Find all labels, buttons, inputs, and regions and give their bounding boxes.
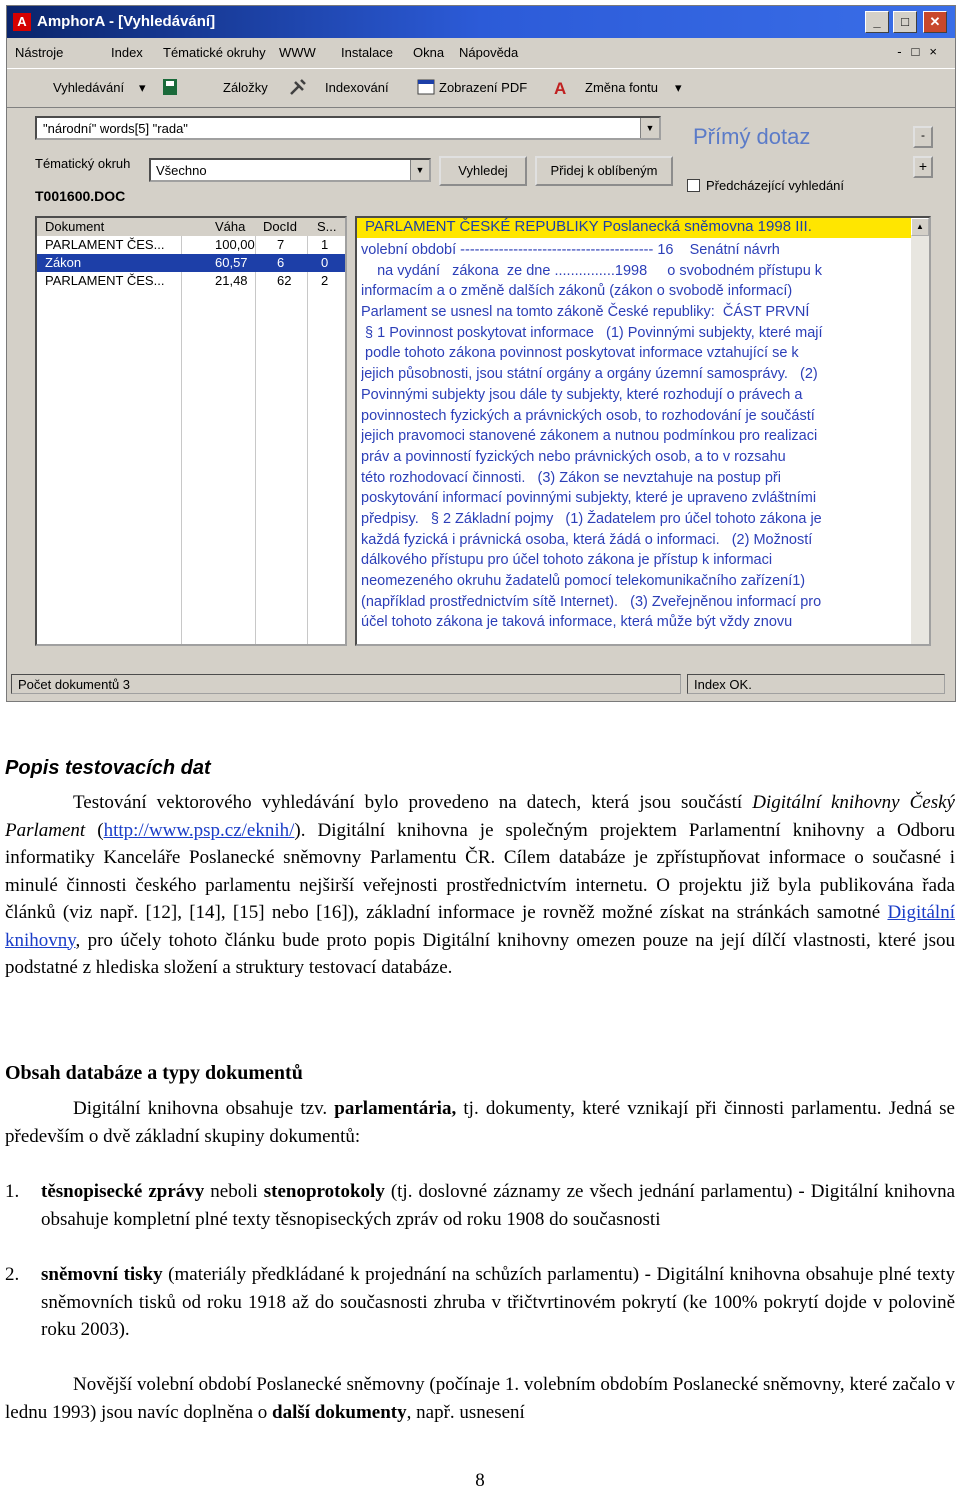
column-header-document[interactable]: Dokument [45,219,105,234]
column-header-s[interactable]: S... [317,219,337,234]
row-document: PARLAMENT ČES... [45,237,165,252]
topic-label: Tématický okruh [35,156,131,171]
dropdown-arrow-icon[interactable]: ▾ [675,80,682,95]
minus-button[interactable]: - [913,126,933,148]
row-document: PARLAMENT ČES... [45,273,165,288]
row-weight: 60,57 [215,255,248,270]
svg-text:A: A [554,79,567,96]
preview-line: práv a povinností fyzických nebo právnických osob, a to v rozsahu [361,448,786,465]
app-window-screenshot [6,5,956,702]
topic-value: Všechno [156,163,207,178]
preview-line: jejich pravomoci stanovené zákonem a nutnou podmínkou pro realizaci [361,428,818,445]
page-number: 8 [475,1470,485,1491]
scrollbar[interactable] [911,218,929,644]
text-preview[interactable] [355,216,931,646]
preview-line: Parlament se usnesl na tomto zákoně České republiky: ČÁST PRVNÍ [361,304,810,321]
save-icon[interactable] [161,78,179,96]
dropdown-arrow-icon[interactable]: ▾ [139,80,146,95]
preview-line: jejich působnosti, jsou státní orgány a orgány územní samosprávy. (2) [361,366,818,383]
menu-nastroje[interactable]: Nástroje [15,45,64,60]
mdi-window-controls[interactable]: -□× [897,44,947,59]
preview-line: neomezeného okruhu žadatelů pomocí telekomunikačního zařízení1) [361,573,806,589]
preview-text [361,240,909,633]
row-docid: 7 [277,237,285,252]
toolbar [7,68,955,108]
menu-www[interactable]: WWW [279,45,316,60]
tools-icon[interactable] [289,78,307,96]
row-weight: 21,48 [215,273,248,288]
menu-napoveda[interactable]: Nápověda [459,45,519,60]
toolbar-pdf-view[interactable]: Zobrazení PDF [439,80,528,95]
app-logo-icon: A [13,13,31,31]
maximize-button[interactable]: □ [893,11,917,33]
preview-line: poskytování informací povinnými subjekty, které je upraveno zvláštními [361,490,817,507]
previous-search-label: Předcházející vyhledání [706,178,845,193]
font-icon[interactable] [553,78,571,96]
chevron-down-icon[interactable]: ▼ [640,118,659,138]
paragraph-test-data: Testování vektorového vyhledávání bylo provedeno na datech, která jsou součástí Digitální knihovny Český Parlament (http://www.psp.cz/eknih/). Digitální knihovna je společným projektem Parlamentní knihovny a Odboru informatiky Kanceláře Poslanecké sněmovny Parlamentu ČR. Cílem databáze je zpřístupňovat informace o současné i minulé činnosti českého parlamentu nejširší veřejnosti prostřednictvím internetu. O projektu již byla publikována řada článků (viz např. [12], [14], [15] nebo [16]), základní informace je rovněž možné získat na stránkách samotné Digitální knihovny, pro účely tohoto článku bude proto popis Digitální knihovny omezen pouze na její dílčí vlastnosti, které jsou podstatné z hlediska složení a struktury testovací databáze. [5,792,956,978]
preview-line: dálkového přístupu pro účel tohoto zákona je přístup k informaci [361,552,773,569]
preview-line: informacím a o změně dalších zákonů (zákon o svobodě informací) [361,283,793,300]
menu-index[interactable]: Index [111,45,143,60]
column-divider [181,236,182,644]
section-heading-test-data: Popis testovacích dat [5,757,211,779]
preview-line: podle tohoto zákona povinnost poskytovat informace vztahující se k [361,345,799,362]
search-button[interactable]: Vyhledej [439,156,527,186]
row-s: 2 [321,273,329,288]
minimize-button[interactable]: _ [865,11,889,33]
toolbar-bookmarks[interactable]: Záložky [223,80,268,95]
preview-line: účel tohoto zákona je taková informace, která může být vždy znovu [361,614,793,631]
query-text: "národní" words[5] "rada" [43,121,188,136]
document-list[interactable] [35,216,347,646]
row-s: 0 [321,255,329,270]
preview-line: povinnostech fyzických a právnických osob, to rozhodování je součástí [361,407,815,424]
list-item: 1. těsnopisecké zprávy neboli stenoprotokoly (tj. doslovné záznamy ze všech jednání parlamentu) - Digitální knihovna obsahuje kompletní plné texty těsnopiseckých zpráv od roku 1908 do současnosti [5,1181,955,1230]
preview-line: volební období ---------------------------------------- 16 Senátní návrh [361,242,780,258]
row-docid: 6 [277,255,285,270]
link-psp-eknih[interactable]: http://www.psp.cz/eknih/ [103,819,295,841]
topic-select[interactable] [149,158,431,182]
column-divider [255,236,256,644]
status-doc-count: Počet dokumentů 3 [11,674,681,694]
row-s: 1 [321,237,329,252]
paragraph-newer-terms: Novější volební období Poslanecké sněmovny (počínaje 1. volebním obdobím Poslanecké sněmovny, které začalo v lednu 1993) jsou navíc doplněna o další dokumenty, např. usnesení [5,1374,955,1423]
preview-line: § 1 Povinnost poskytovat informace (1) Povinnými subjekty, které mají [361,324,823,341]
row-docid: 62 [277,273,292,288]
column-header-weight[interactable]: Váha [215,219,246,234]
status-index: Index OK. [687,674,945,694]
previous-search-checkbox[interactable] [687,178,844,193]
preview-title: PARLAMENT ČESKÉ REPUBLIKY Poslanecká sněmovna 1998 III. [357,218,913,238]
table-row[interactable] [37,272,345,290]
menu-tematicke-okruhy[interactable]: Tématické okruhy [163,45,266,60]
toolbar-search[interactable]: Vyhledávání [53,80,125,95]
preview-line: předpisy. § 2 Základní pojmy (1) Žadatelem pro účel tohoto zákona je [361,510,822,527]
link-digital-library[interactable]: Digitální knihovny [5,902,955,951]
scroll-up-icon[interactable]: ▲ [911,218,929,236]
preview-line: (například prostřednictvím sítě Internet). (3) Zveřejněnou informací pro [361,593,822,610]
column-header-docid[interactable]: DocId [263,219,297,234]
toolbar-font-change[interactable]: Změna fontu [585,80,658,95]
title-bar [7,6,955,38]
add-favorite-button[interactable]: Přidej k oblíbeným [535,156,673,186]
preview-line: na vydání zákona ze dne ...............1998 o svobodném přístupu k [361,262,823,279]
row-weight: 100,00 [215,237,255,252]
table-row[interactable] [37,236,345,254]
preview-line: této rozhodovací činnosti. (3) Zákon se nevztahuje na postup při [361,469,781,486]
menu-instalace[interactable]: Instalace [341,45,394,60]
plus-button[interactable]: + [913,156,933,178]
chevron-down-icon[interactable]: ▼ [410,160,429,180]
menu-bar [7,40,955,66]
menu-okna[interactable]: Okna [413,45,445,60]
window-title: AmphorA - [Vyhledávání] [37,13,216,30]
column-divider [307,236,308,644]
list-header [37,218,345,236]
status-bar [7,670,955,698]
close-button[interactable]: ✕ [923,11,947,33]
direct-query-title: Přímý dotaz [693,124,811,149]
paragraph-database-content: Digitální knihovna obsahuje tzv. parlamentária, tj. dokumenty, které vznikají při činnosti parlamentu. Jedná se především o dvě základní skupiny dokumentů: [5,1098,955,1147]
row-document: Zákon [45,255,82,270]
pdf-view-icon[interactable] [417,78,435,96]
preview-line: každá fyzická i právnická osoba, která žádá o informaci. (2) Možností [361,531,813,548]
table-row[interactable] [37,254,345,272]
toolbar-indexing[interactable]: Indexování [325,80,389,95]
query-input[interactable] [35,116,661,140]
document-id: T001600.DOC [35,188,126,204]
section-heading-database-content: Obsah databáze a typy dokumentů [5,1062,303,1084]
checkbox-icon[interactable] [687,179,700,192]
preview-line: Povinnými subjekty jsou dále ty subjekty, které rozhodují o právech a [361,386,803,403]
list-item: 2. sněmovní tisky (materiály předkládané k projednání na schůzích parlamentu) - Digitální knihovna obsahuje plné texty sněmovních tisků od roku 1918 až do současnosti zhruba v třičtvrtinovém pokrytí (ke 100% pokrytí dojde v polovině roku 2003). [5,1264,955,1340]
